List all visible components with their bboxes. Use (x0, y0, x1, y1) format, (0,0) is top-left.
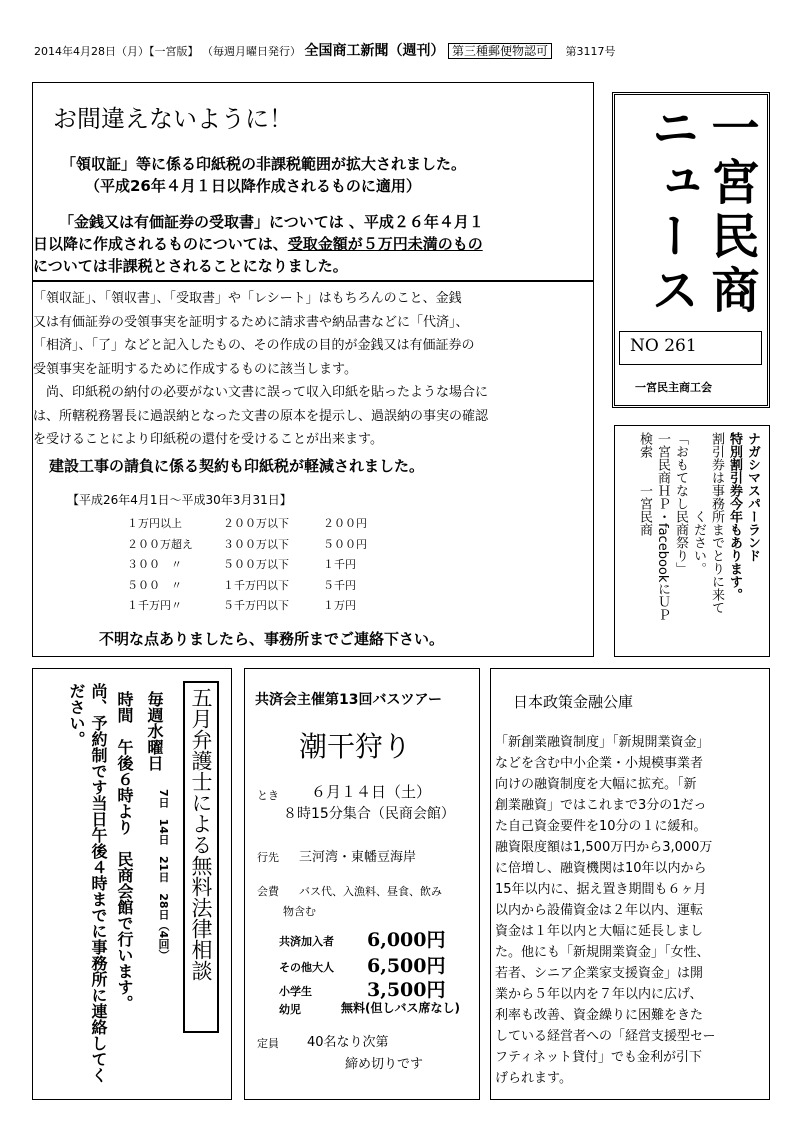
tax-body-line: 受領事実を証明するために作成するものに該当します。 (33, 361, 357, 377)
tour-when-date: ６月１４日（土） (311, 783, 432, 801)
table-cell: １千万円〃 (127, 599, 182, 612)
table-cell: １万円以上 (127, 517, 182, 530)
finance-title: 日本政策金融公庫 (513, 693, 634, 711)
tax-title: お間違えないように！ (53, 105, 293, 133)
table-row (127, 556, 427, 577)
tax-bold-underlined: 受取金額が５万円未満のもの (287, 235, 483, 253)
tax-lead-1: 「領収証」等に係る印紙税の非課税範囲が拡大されました。 (61, 155, 467, 173)
table-cell: ５千万円以下 (223, 599, 289, 612)
finance-line: 業から５年以内を７年以内に広げ、 (495, 987, 703, 1002)
tour-when-label: とき (257, 789, 279, 802)
nagashima-line-6: 一宮民商ＨＰ・facebookにＵＰ (655, 432, 670, 622)
table-cell: ５００円 (323, 537, 367, 551)
table-cell: ２００万以下 (223, 517, 289, 530)
nameplate-title (641, 103, 761, 335)
table-cell: ５千円 (323, 578, 356, 592)
masthead (34, 40, 774, 60)
nagashima-line-7: 検索 一宮民商 (637, 432, 652, 536)
finance-line: た自己資金要件を10分の１に緩和。 (495, 819, 707, 834)
table-cell: ２００円 (323, 517, 367, 530)
table-cell: ２００万超え (127, 537, 193, 551)
nagashima-line-3: 割引券は事務所までとりに来て (709, 432, 724, 614)
tax-article (32, 82, 594, 657)
tax-bold-line-3: については非課税とされることになりました。 (33, 257, 348, 275)
tax-contact: 不明な点ありましたら、事務所までご連絡下さい。 (99, 630, 445, 648)
finance-line: フティネット貸付」でも金利が引下 (495, 1050, 702, 1065)
price-label: 小学生 (279, 985, 312, 998)
tax-rule (33, 280, 593, 282)
masthead-postal: 第三種郵便物認可 (448, 43, 552, 59)
legal-time: 時間 午後６時より 民商会館で行います。 (115, 691, 134, 1011)
construction-title: 建設工事の請負に係る契約も印紙税が軽減されました。 (49, 457, 425, 475)
table-row (127, 577, 427, 598)
table-cell: １千円 (323, 558, 356, 571)
table-row (127, 536, 427, 557)
nameplate-title-col-1: 一宮民商 (703, 103, 759, 319)
tour-fee-label: 会費 (257, 885, 279, 898)
nagashima-notice (614, 425, 770, 657)
tax-body-line: 「領収証」、「領収書」、「受取書」や「レシート」はもちろんのこと、金銭 (33, 291, 462, 306)
price-label: その他大人 (279, 961, 334, 974)
finance-line: 以内から設備資金は２年以内、運転 (495, 903, 704, 918)
tour-title: 潮干狩り (299, 730, 412, 763)
tax-body (33, 287, 593, 452)
legal-title: 五月弁護士による無料法律相談 (183, 681, 219, 1033)
nameplate (612, 92, 770, 408)
construction-period: 【平成26年4月1日～平成30年3月31日】 (67, 493, 292, 507)
tour-cap-label: 定員 (257, 1037, 279, 1050)
table-cell: １万円 (323, 599, 356, 612)
issue-number: NO 261 (619, 331, 762, 365)
finance-article (490, 668, 770, 1100)
tour-fee-desc-2: 物含む (283, 905, 316, 918)
nagashima-text (635, 432, 761, 652)
legal-consultation (32, 668, 232, 1100)
tax-bold-line-2a: 日以降に作成されるものについては、 (33, 235, 288, 253)
table-row (127, 597, 427, 618)
tax-body-line: 「相済」、「了」などと記入したもの、その作成の目的が金銭又は有価証券の (33, 338, 475, 353)
nagashima-line-5: 「おもてなし民商祭り」 (673, 432, 688, 575)
finance-line: 創業融資」ではこれまで3分の1だっ (495, 798, 707, 813)
tour-cap-2: 締め切りです (345, 1057, 424, 1072)
finance-line: た。他にも「新規開業資金」「女性、 (495, 945, 710, 960)
legal-dates: 7日 14日 21日 28日（4回） (157, 789, 170, 961)
masthead-date: 2014年4月28日（月）【一宮版】 (34, 45, 199, 58)
finance-line: などを含む中小企業・小規模事業者 (495, 756, 704, 771)
org-name: 一宮民主商工会 (635, 381, 712, 394)
finance-line: 利率も改善、資金繰りに困難をきた (495, 1008, 704, 1023)
masthead-paper-name: 全国商工新聞（週刊） (304, 43, 445, 59)
table-cell: ５００万以下 (223, 558, 289, 571)
finance-line: している経営者への「経営支援型セー (495, 1029, 716, 1044)
bus-tour (244, 668, 480, 1100)
finance-line: 「新創業融資制度」「新規開業資金」 (495, 735, 710, 750)
table-cell: ５００ 〃 (127, 578, 182, 592)
table-cell: ３００万以下 (223, 537, 289, 551)
tour-fee-desc-1: バス代、入漁料、昼食、飲み (299, 885, 442, 898)
price-value: 6,500円 (367, 955, 446, 977)
table-row (127, 515, 427, 536)
price-value: 3,500円 (367, 979, 446, 1001)
tax-bold-para (33, 211, 593, 277)
finance-line: 向けの融資制度を大幅に拡充。「新 (495, 777, 697, 792)
tour-cap-1: 40名なり次第 (307, 1035, 389, 1050)
infant-label: 幼児 (279, 1003, 301, 1016)
legal-note-1: 尚、予約制です当日午後４時までに事務所に連絡してく (89, 683, 108, 1083)
tax-lead-2: （平成26年４月１日以降作成されるものに適用） (85, 177, 421, 195)
price-label: 共済加入者 (279, 935, 334, 948)
table-cell: １千万円以下 (223, 578, 289, 592)
legal-note (65, 683, 109, 1093)
finance-line: 若者、シニア企業家支援資金」は開 (495, 966, 704, 981)
finance-line: 資金は１年以内と大幅に延長しまし (495, 924, 704, 939)
tax-body-line: は、所轄税務署長に過誤納となった文書の原本を提示し、過誤納の事実の確認 (33, 408, 489, 424)
stamp-tax-table (127, 515, 427, 618)
nagashima-line-4: ください。 (691, 432, 706, 575)
tour-when-time: ８時15分集合（民商会館） (283, 806, 455, 822)
tour-dest-label: 行先 (257, 851, 279, 864)
tour-header: 共済会主催第13回バスツアー (255, 692, 443, 708)
legal-every: 毎週水曜日 (145, 691, 164, 771)
nameplate-title-col-2: ニュース (643, 103, 699, 319)
masthead-cycle: （毎週月曜日発行） (202, 45, 301, 58)
table-cell: ３００ 〃 (127, 558, 182, 571)
tax-body-line: 又は有価証券の受領事実を証明するために請求書や納品書などに「代済」、 (33, 314, 469, 330)
price-value: 6,000円 (367, 929, 446, 951)
nagashima-line-1: ナガシマスパーランド (745, 432, 760, 562)
finance-line: に倍増し、融資機関は10年以内から (495, 861, 707, 876)
finance-line: げられます。 (495, 1071, 572, 1086)
finance-line: 融資限度額は1,500万円から3,000万 (495, 840, 713, 855)
tax-bold-line-1: 「金銭又は有価証券の受取書」については 、平成２６年４月１ (59, 213, 484, 231)
finance-line: 15年以内に、据え置き期間も６ヶ月 (495, 882, 707, 897)
legal-note-2: ださい。 (67, 683, 86, 747)
infant-value: 無料(但しバス席なし) (341, 1001, 460, 1015)
tax-body-line: を受けることにより印紙税の還付を受けることが出来ます。 (33, 432, 383, 447)
nagashima-line-2: 特別割引券今年もあります。 (727, 432, 742, 601)
tax-body-line: 尚、印紙税の納付の必要がない文書に誤って収入印紙を貼ったような場合に (33, 385, 489, 400)
masthead-number: 第3117号 (565, 45, 616, 58)
finance-body (495, 731, 767, 1091)
tax-bold-line-2 (33, 233, 593, 255)
tour-dest: 三河湾・東幡豆海岸 (299, 850, 417, 865)
